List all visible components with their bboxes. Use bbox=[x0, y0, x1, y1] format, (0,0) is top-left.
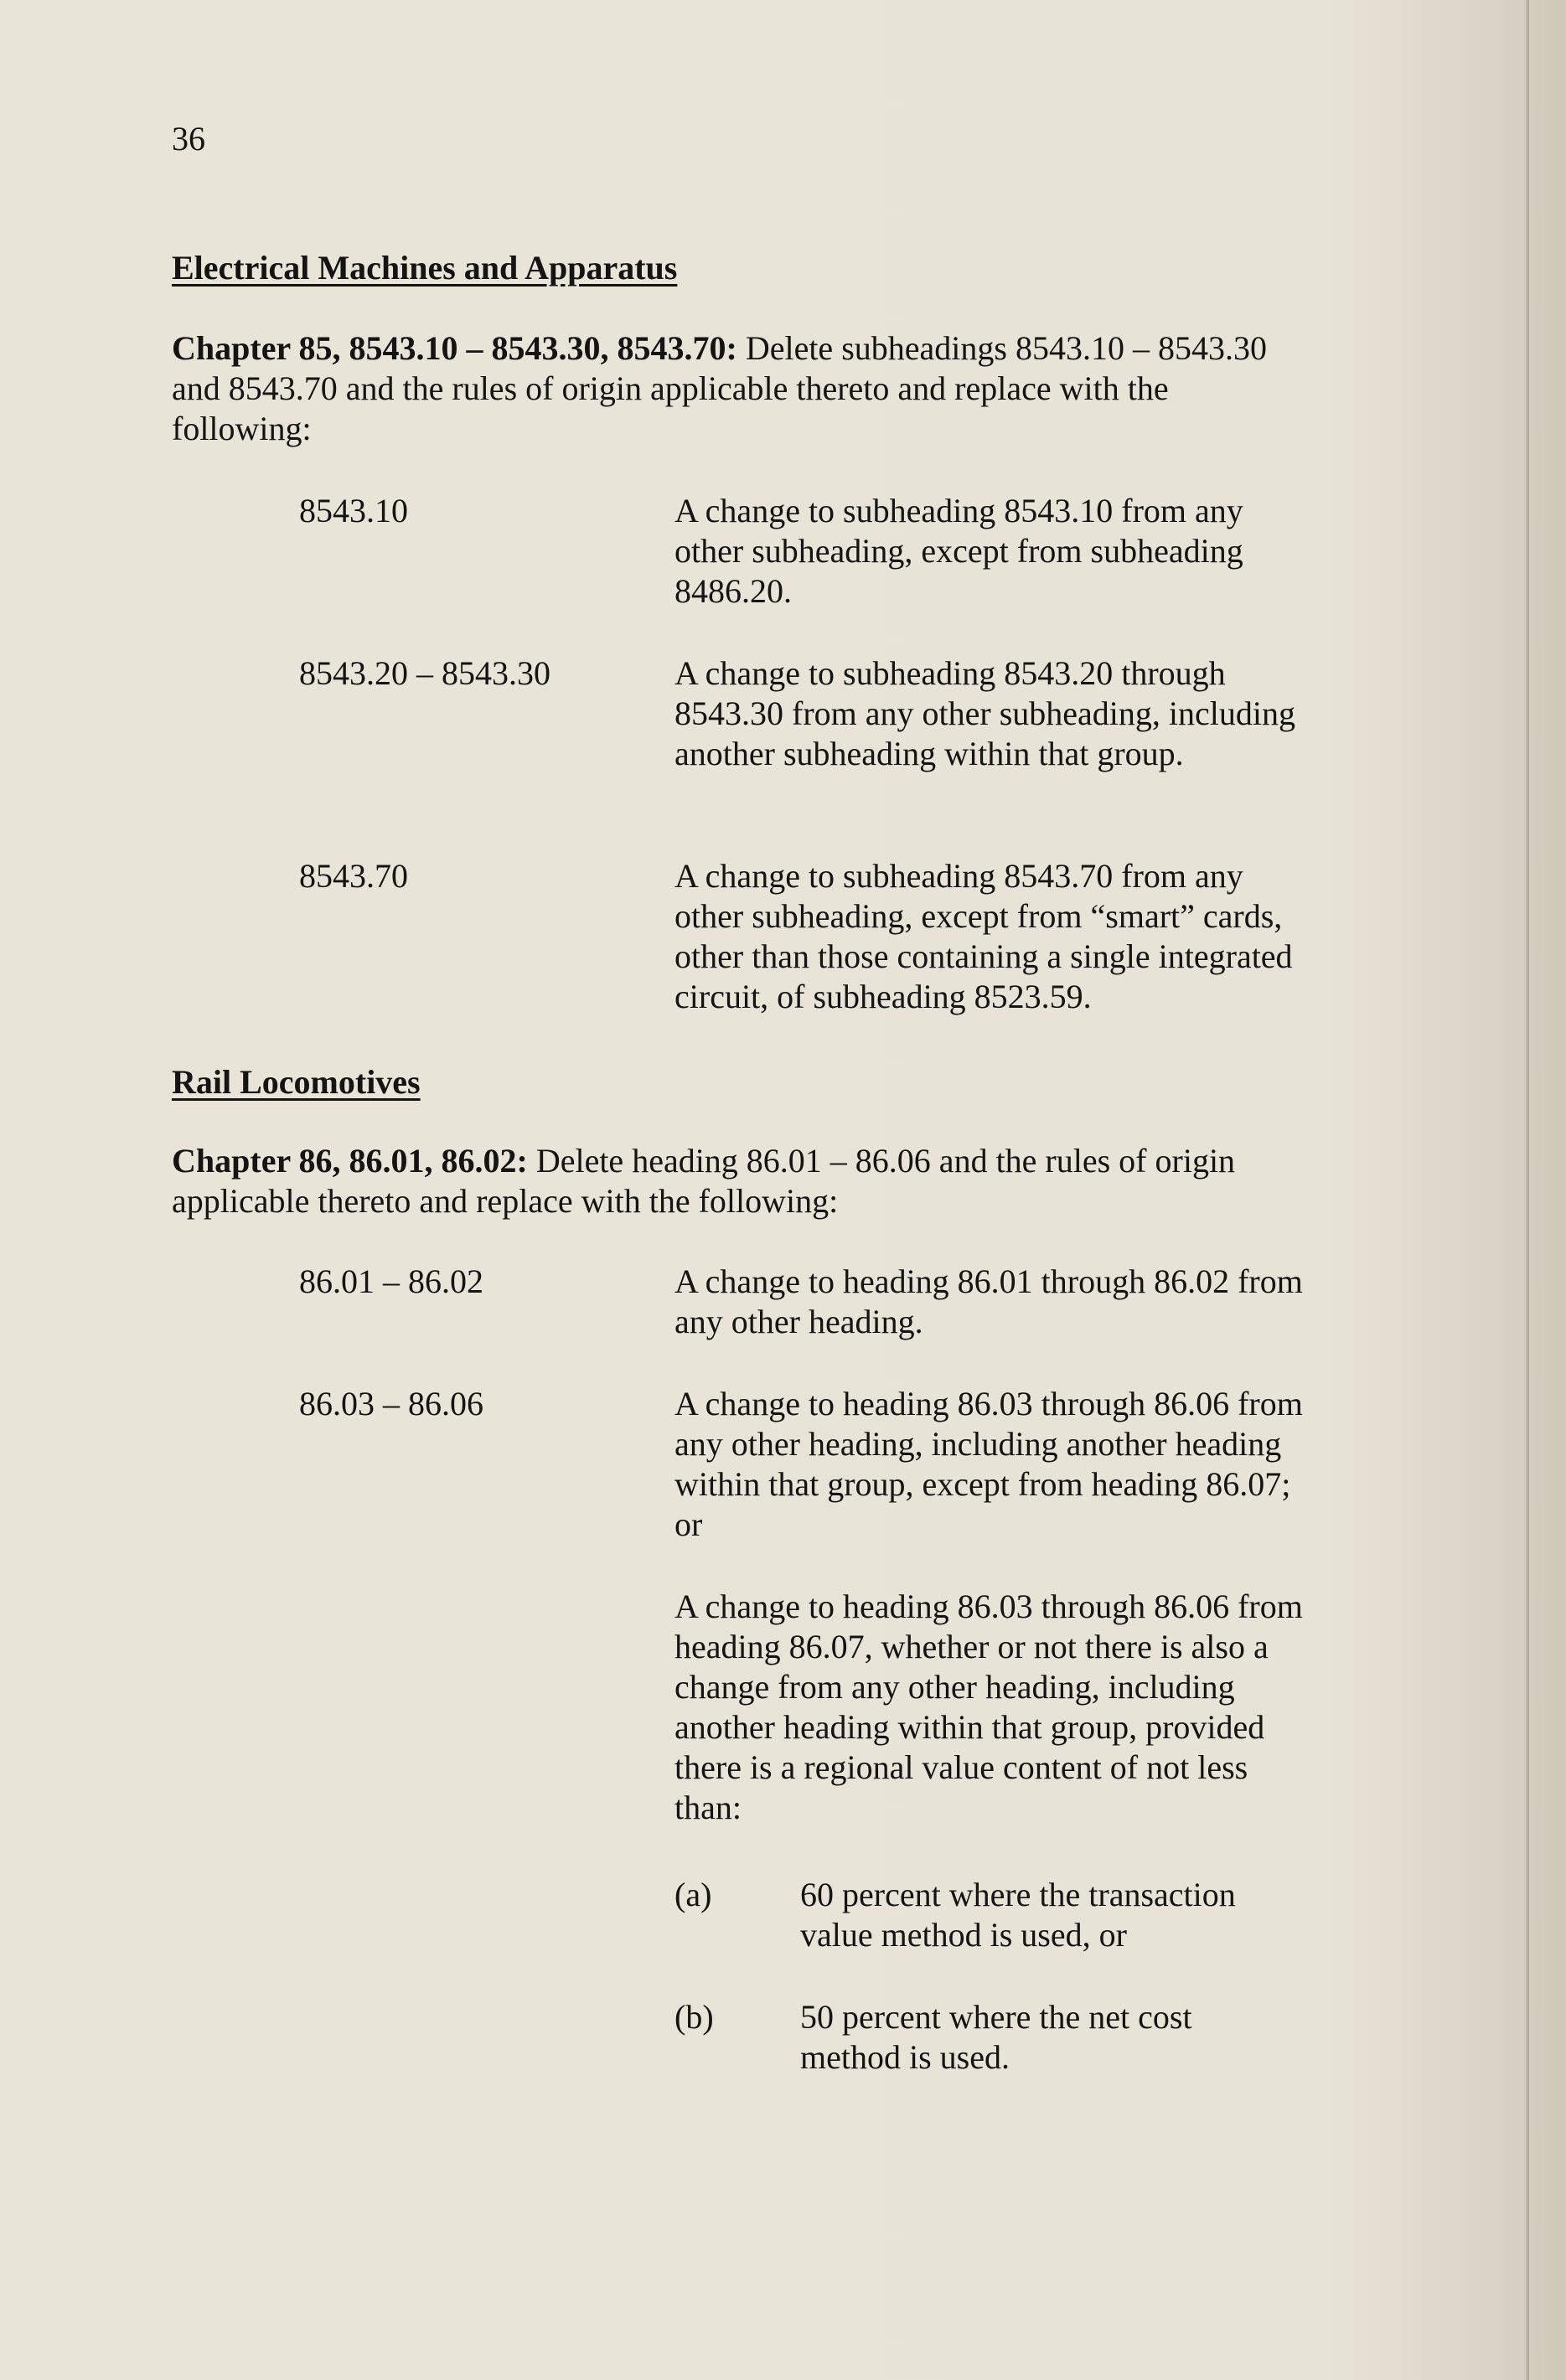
rule-text: A change to subheading 8543.70 from any other subheading, except from “smart” cards, other than those containing a single integrated circuit, of subheading 8523.59. bbox=[674, 857, 1293, 1015]
intro-chapter-reference: Chapter 86, 86.01, 86.02: bbox=[172, 1142, 528, 1180]
section-intro-electrical bbox=[172, 328, 1315, 449]
rule-text: A change to subheading 8543.10 from any other subheading, except from subheading 8486.20. bbox=[674, 492, 1243, 610]
rule-code: 8543.10 bbox=[299, 492, 408, 529]
intro-instruction: Delete heading 86.01 – 86.06 and the rules of origin applicable thereto and replace with the following: bbox=[172, 1142, 1236, 1220]
page-gutter-edge bbox=[1526, 0, 1529, 2380]
subitem-marker: (b) bbox=[674, 1998, 714, 2036]
subitem-marker: (a) bbox=[674, 1876, 712, 1913]
page-number: 36 bbox=[172, 120, 205, 157]
subitem-text: 60 percent where the transaction value method is used, or bbox=[800, 1876, 1236, 1954]
intro-chapter-reference: Chapter 85, 8543.10 – 8543.30, 8543.70: bbox=[172, 329, 737, 367]
rule-code: 86.01 – 86.02 bbox=[299, 1262, 483, 1300]
rule-code: 8543.70 bbox=[299, 857, 408, 895]
intro-instruction: Delete subheadings 8543.10 – 8543.30 and 8543.70 and the rules of origin applicable thereto and replace with the following: bbox=[172, 329, 1267, 447]
rule-text: A change to subheading 8543.20 through 8543.30 from any other subheading, including another subheading within that group. bbox=[674, 654, 1295, 772]
section-heading-rail: Rail Locomotives bbox=[172, 1063, 421, 1101]
rule-text-alternative: A change to heading 86.03 through 86.06 from heading 86.07, whether or not there is also a change from any other heading, including another heading within that group, provided there is a regional value content of not less than: bbox=[674, 1588, 1303, 1826]
rule-code: 86.03 – 86.06 bbox=[299, 1385, 483, 1422]
rule-code: 8543.20 – 8543.30 bbox=[299, 654, 550, 692]
subitem-text: 50 percent where the net cost method is used. bbox=[800, 1998, 1192, 2076]
rule-text: A change to heading 86.01 through 86.02 from any other heading. bbox=[674, 1262, 1303, 1340]
section-heading-electrical: Electrical Machines and Apparatus bbox=[172, 249, 678, 287]
section-intro-rail bbox=[172, 1141, 1315, 1221]
rule-text: A change to heading 86.03 through 86.06 from any other heading, including another heading within that group, except from heading 86.07; or bbox=[674, 1385, 1303, 1543]
